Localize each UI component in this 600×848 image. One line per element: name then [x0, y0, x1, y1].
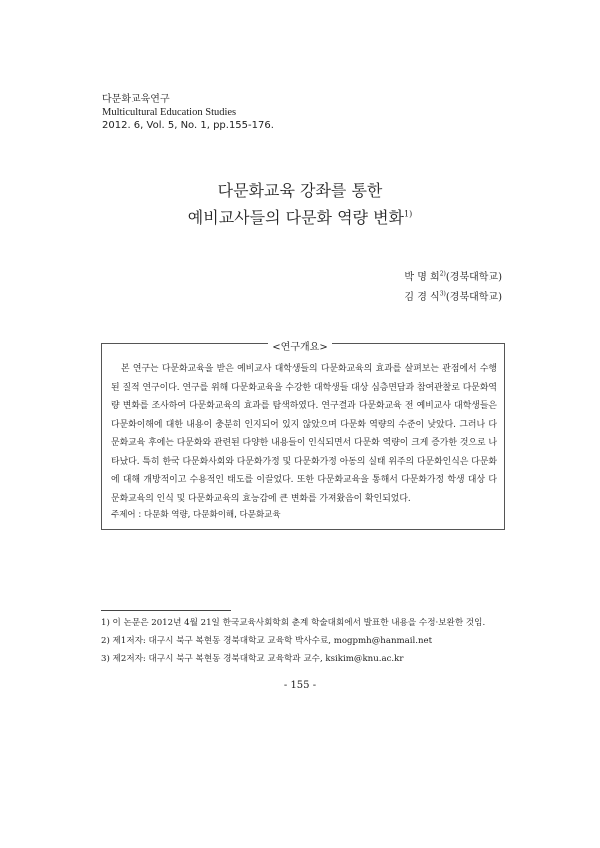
author-1: [404, 268, 502, 283]
author-name: 박 명 희: [404, 272, 440, 283]
title-footnote-marker: 1): [403, 209, 413, 219]
footnote-3: 3) 제2저자: 대구시 북구 복현동 경북대학교 교육학과 교수, ksikim@knu.ac.kr: [101, 654, 404, 664]
journal-name-ko: 다문화교육연구: [102, 94, 170, 105]
title-line-1: 다문화교육 강좌를 통한: [217, 181, 383, 200]
journal-citation: 2012. 6, Vol. 5, No. 1, pp.155-176.: [102, 120, 274, 131]
page-number: - 155 -: [283, 680, 317, 691]
author-name: 김 경 식: [404, 292, 440, 303]
author-2: [404, 288, 502, 303]
journal-info: [102, 93, 274, 132]
keywords: 주제어 : 다문화 역량, 다문화이해, 다문화교육: [111, 510, 281, 520]
title-line-2-text: 예비교사들의 다문화 역량 변화: [187, 208, 404, 227]
abstract-label: [0, 338, 600, 353]
author-affiliation: (경북대학교): [445, 292, 502, 303]
journal-name-en: Multicultural Education Studies: [102, 107, 237, 118]
author-footnote-marker: 2): [439, 270, 446, 278]
author-affiliation: (경북대학교): [445, 272, 502, 283]
abstract-text: 본 연구는 다문화교육을 받은 예비교사 대학생들의 다문화교육의 효과를 살펴보는 관점에서 수행된 질적 연구이다. 연구를 위해 다문화교육을 수강한 대학생들 대상 심층면담과 참여관찰로 다문화역량 변화를 조사하여 다문화교육의 효과를 탐색하였다. 연구결과 다문화교육 전 예비교사 대학생들은 다문화이해에 대한 내용이 충분히 인지되어 있지 않았으며 다문화 역량의 수준이 낮았다. 그러나 다문화교육 후에는 다문화와 관련된 다양한 내용들이 인식되면서 다문화 역량이 크게 증가한 것으로 나타났다. 특히 한국 다문화사회와 다문화가정 및 다문화가정 아동의 실태 위주의 다문화인식은 다문화에 대해 개방적이고 수용적인 태도를 이끌었다. 또한 다문화교육을 통해서 다문화가정 학생 대상 다문화교육의 인식 및 다문화교육의 효능감에 큰 변화를 가져왔음이 확인되었다.: [111, 364, 497, 504]
footnote-2: 2) 제1저자: 대구시 북구 복현동 경북대학교 교육학 박사수료, mogpmh@hanmail.net: [101, 636, 433, 646]
footnote-1: 1) 이 논문은 2012년 4월 21일 한국교육사회학회 춘계 학술대회에서 발표한 내용을 수정·보완한 것임.: [101, 618, 486, 628]
footnotes: [101, 614, 485, 668]
author-footnote-marker: 3): [439, 290, 446, 298]
title-line-2: [0, 205, 600, 228]
footnote-divider: [101, 610, 231, 611]
abstract-label-text: <연구개요>: [268, 342, 331, 353]
